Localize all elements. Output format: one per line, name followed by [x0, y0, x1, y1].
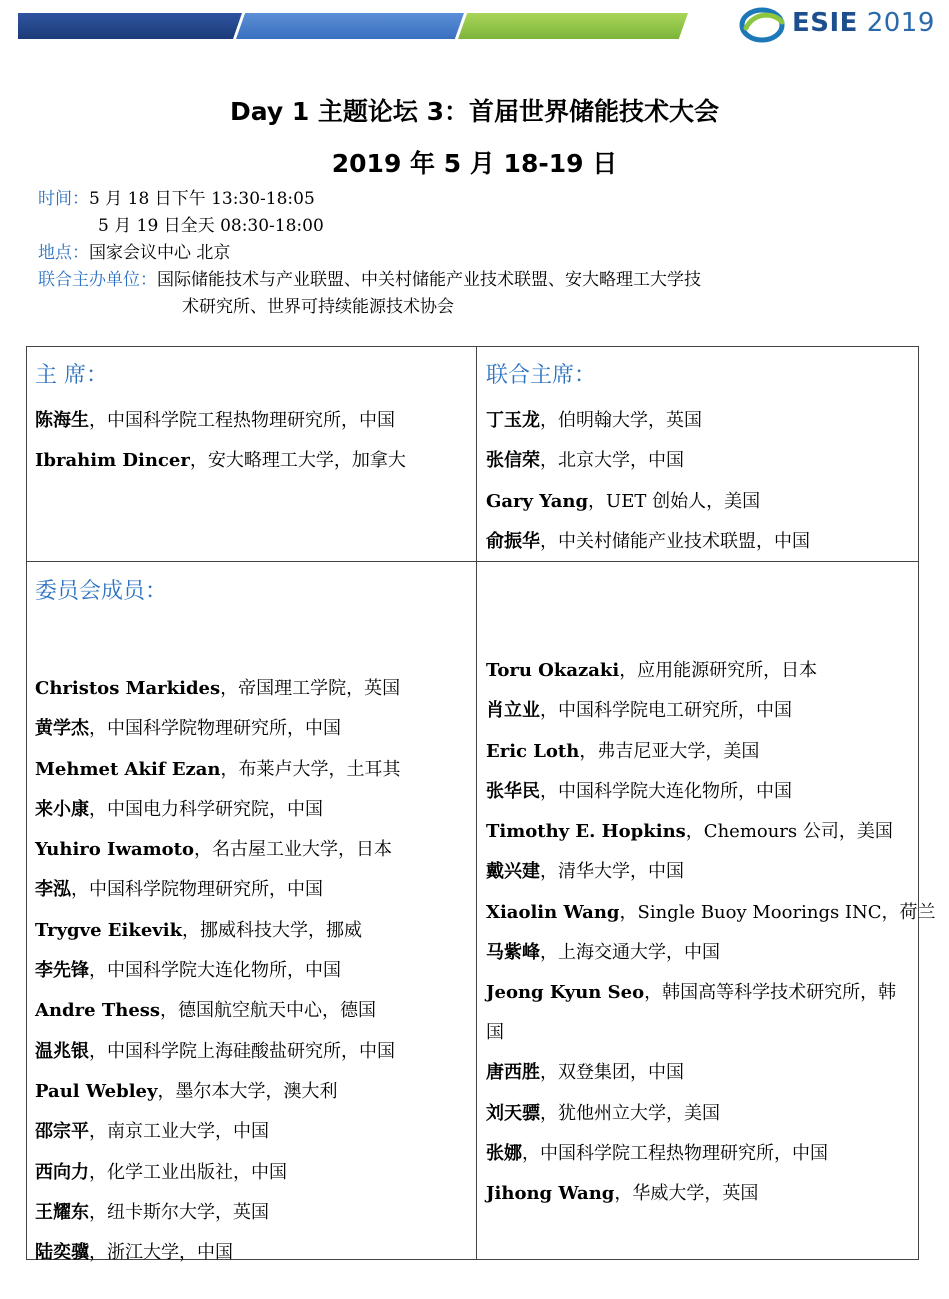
committee-heading: 委员会成员：	[35, 579, 168, 604]
swirl-logo-icon	[738, 4, 788, 44]
info-time	[38, 186, 315, 213]
list-item: 肖立业，中国科学院电工研究所，中国	[486, 700, 792, 722]
list-item: 温兆银，中国科学院上海硅酸盐研究所，中国	[35, 1040, 395, 1062]
list-item: Christos Markides，帝国理工学院，英国	[35, 678, 401, 699]
co-chair-cell	[486, 361, 810, 562]
list-item: 李先锋，中国科学院大连化物所，中国	[35, 960, 341, 982]
list-item: 俞振华，中关村储能产业技术联盟，中国	[486, 530, 810, 552]
list-item: 张娜，中国科学院工程热物理研究所，中国	[486, 1142, 828, 1164]
list-item: 黄学杰，中国科学院物理研究所，中国	[35, 718, 341, 740]
committee-right-cell	[486, 651, 936, 1215]
list-item: Timothy E. Hopkins，Chemours 公司，美国	[486, 821, 893, 843]
table-divider-vertical	[476, 347, 477, 1259]
time-value-1: 5 月 18 日下午 13:30-18:05	[89, 189, 315, 209]
list-item: 刘天骠，犹他州立大学，美国	[486, 1102, 720, 1124]
list-item: Jihong Wang，华威大学，英国	[486, 1183, 759, 1205]
chair-heading: 主 席：	[35, 363, 108, 388]
place-label: 地点：	[38, 243, 89, 263]
list-item: Gary Yang，UET 创始人，美国	[486, 490, 761, 512]
organizer-label: 联合主办单位：	[38, 270, 157, 290]
list-item: 西向力，化学工业出版社，中国	[35, 1161, 287, 1183]
list-item: Jeong Kyun Seo，韩国高等科学技术研究所，韩国	[486, 982, 897, 1044]
list-item: Xiaolin Wang，Single Buoy Moorings INC，荷兰	[486, 901, 936, 923]
chair-list	[35, 401, 406, 482]
list-item: Toru Okazaki，应用能源研究所，日本	[486, 660, 818, 681]
committee-left-cell	[35, 577, 401, 1273]
list-item: Andre Thess，德国航空航天中心，德国	[35, 1000, 377, 1022]
list-item: 张信荣，北京大学，中国	[486, 450, 684, 472]
list-item: Eric Loth，弗吉尼亚大学，美国	[486, 740, 760, 762]
committee-list-right	[486, 651, 936, 1215]
esie-logo	[738, 4, 938, 44]
list-item: Trygve Eikevik，挪威科技大学，挪威	[35, 919, 363, 941]
co-chair-list	[486, 401, 810, 562]
list-item: 马紫峰，上海交通大学，中国	[486, 942, 720, 964]
list-item: Ibrahim Dincer，安大略理工大学，加拿大	[35, 450, 406, 472]
list-item: 陈海生，中国科学院工程热物理研究所，中国	[35, 410, 395, 431]
list-item: 邵宗平，南京工业大学，中国	[35, 1121, 269, 1143]
co-chair-heading: 联合主席：	[486, 363, 597, 388]
committee-table	[26, 346, 936, 1264]
logo-wordmark: ESIE 2019	[792, 8, 935, 38]
list-item: 陆奕骥，浙江大学，中国	[35, 1242, 233, 1264]
list-item: Mehmet Akif Ezan，布莱卢大学，土耳其	[35, 758, 401, 780]
header-band-light-blue	[236, 13, 464, 39]
list-item: Yuhiro Iwamoto，名古屋工业大学，日本	[35, 839, 393, 861]
list-item: 丁玉龙，伯明翰大学，英国	[486, 410, 702, 431]
organizer-value-2: 术研究所、世界可持续能源技术协会	[182, 297, 454, 317]
info-organizer	[38, 267, 701, 294]
header-band-dark-blue	[18, 13, 242, 39]
info-place	[38, 240, 230, 267]
page-title: Day 1 主题论坛 3：首届世界储能技术大会	[229, 97, 720, 126]
chair-cell	[35, 361, 406, 482]
list-item: 唐西胜，双登集团，中国	[486, 1062, 684, 1084]
organizer-value-1: 国际储能技术与产业联盟、中关村储能产业技术联盟、安大略理工大学技	[157, 270, 701, 290]
time-label: 时间：	[38, 189, 89, 209]
header-band-green	[458, 13, 688, 39]
list-item: 来小康，中国电力科学研究院，中国	[35, 798, 323, 820]
committee-list-left	[35, 669, 401, 1273]
list-item: 李泓，中国科学院物理研究所，中国	[35, 879, 323, 901]
list-item: 张华民，中国科学院大连化物所，中国	[486, 780, 792, 802]
list-item: Paul Webley，墨尔本大学，澳大利	[35, 1080, 338, 1102]
list-item: 戴兴建，清华大学，中国	[486, 861, 684, 883]
time-value-2: 5 月 19 日全天 08:30-18:00	[98, 216, 324, 236]
place-value: 国家会议中心 北京	[89, 243, 231, 263]
page-date: 2019 年 5 月 18-19 日	[331, 149, 618, 178]
list-item: 王耀东，纽卡斯尔大学，英国	[35, 1201, 269, 1223]
